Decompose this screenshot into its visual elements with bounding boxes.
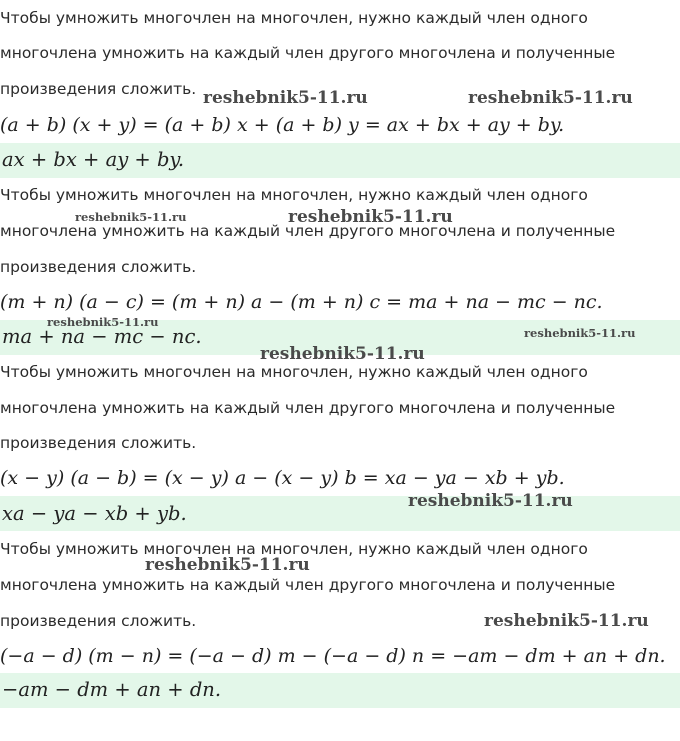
equation: (m + n) (a − c) = (m + n) a − (m + n) c = ma + na − mc − nc.	[0, 291, 603, 313]
answer: xa − ya − xb + yb.	[2, 502, 187, 525]
rule-text-line: Чтобы умножить многочлен на многочлен, нужно каждый член одного	[0, 363, 588, 381]
watermark: reshebnik5-11.ru	[408, 491, 573, 511]
rule-text-line: произведения сложить.	[0, 612, 197, 630]
rule-text-line: произведения сложить.	[0, 80, 197, 98]
rule-text-line: многочлена умножить на каждый член другого многочлена и полученные	[0, 44, 616, 62]
watermark: reshebnik5-11.ru	[524, 326, 636, 340]
watermark: reshebnik5-11.ru	[468, 88, 633, 108]
rule-text-line: произведения сложить.	[0, 258, 197, 276]
watermark: reshebnik5-11.ru	[484, 611, 649, 631]
equation: (x − y) (a − b) = (x − y) a − (x − y) b = xa − ya − xb + yb.	[0, 467, 565, 489]
answer: −am − dm + an + dn.	[2, 678, 222, 701]
answer: ax + bx + ay + by.	[2, 148, 185, 171]
equation: (−a − d) (m − n) = (−a − d) m − (−a − d) n = −am − dm + an + dn.	[0, 645, 666, 667]
watermark: reshebnik5-11.ru	[47, 315, 159, 329]
rule-text-line: многочлена умножить на каждый член другого многочлена и полученные	[0, 399, 616, 417]
watermark: reshebnik5-11.ru	[75, 210, 187, 224]
rule-text-line: Чтобы умножить многочлен на многочлен, нужно каждый член одного	[0, 540, 588, 558]
watermark: reshebnik5-11.ru	[203, 88, 368, 108]
watermark: reshebnik5-11.ru	[260, 344, 425, 364]
answer: ma + na − mc − nc.	[2, 325, 202, 348]
watermark: reshebnik5-11.ru	[145, 555, 310, 575]
watermark: reshebnik5-11.ru	[288, 207, 453, 227]
equation: (a + b) (x + y) = (a + b) x + (a + b) y = ax + bx + ay + by.	[0, 114, 565, 136]
rule-text-line: Чтобы умножить многочлен на многочлен, нужно каждый член одного	[0, 186, 588, 204]
rule-text-line: многочлена умножить на каждый член другого многочлена и полученные	[0, 222, 616, 240]
rule-text-line: многочлена умножить на каждый член другого многочлена и полученные	[0, 576, 616, 594]
rule-text-line: Чтобы умножить многочлен на многочлен, нужно каждый член одного	[0, 9, 588, 27]
rule-text-line: произведения сложить.	[0, 434, 197, 452]
